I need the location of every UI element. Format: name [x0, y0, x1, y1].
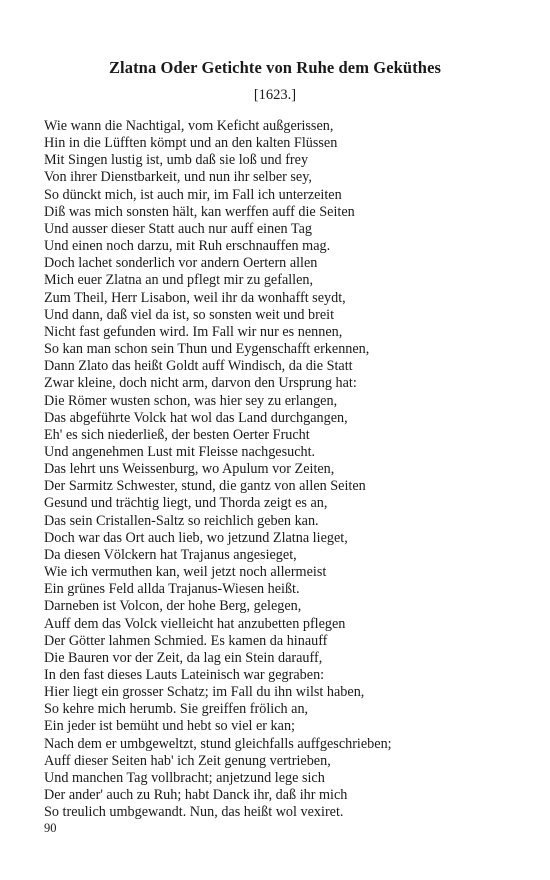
poem-year: [1623.] — [253, 87, 297, 103]
poem-line: Mit Singen lustig ist, umb daß sie loß und frey — [44, 152, 309, 169]
poem-line: Nach dem er umbgeweltzt, stund gleichfalls auffgeschrieben; — [44, 735, 392, 752]
poem-line: Zwar kleine, doch nicht arm, darvon den Ursprung hat: — [44, 375, 357, 392]
poem-line: Hin in die Lüfften kömpt und an den kalten Flüssen — [44, 135, 338, 152]
poem-line: So kehre mich herumb. Sie greiffen frölich an, — [44, 701, 309, 718]
poem-line: Doch lachet sonderlich vor andern Oertern allen — [44, 255, 318, 272]
poem-line: Wie ich vermuthen kan, weil jetzt noch allermeist — [44, 564, 327, 581]
poem-line: Von ihrer Dienstbarkeit, und nun ihr selber sey, — [44, 169, 312, 186]
poem-line: Darneben ist Volcon, der hohe Berg, gelegen, — [44, 598, 302, 615]
poem-line: Und ausser dieser Statt auch nur auff einen Tag — [44, 220, 312, 237]
poem-line: Diß was mich sonsten hält, kan werffen auff die Seiten — [44, 203, 355, 220]
poem-line: So treulich umbgewandt. Nun, das heißt wol vexiret. — [44, 804, 344, 821]
poem-line: Ein grünes Feld allda Trajanus-Wiesen heißt. — [44, 581, 300, 598]
poem-line: Da diesen Völckern hat Trajanus angesieget, — [44, 546, 297, 563]
poem-line: Und dann, daß viel da ist, so sonsten weit und breit — [44, 306, 335, 323]
poem-line: Dann Zlato das heißt Goldt auff Windisch, da die Statt — [44, 358, 353, 375]
poem-line: Und einen noch darzu, mit Ruh erschnauffen mag. — [44, 238, 331, 255]
poem-line: Hier liegt ein grosser Schatz; im Fall du ihn wilst haben, — [44, 684, 365, 701]
poem-line: Der ander' auch zu Ruh; habt Danck ihr, daß ihr mich — [44, 787, 348, 804]
poem-line: Die Bauren vor der Zeit, da lag ein Stein darauff, — [44, 649, 323, 666]
poem-line: Auff dieser Seiten hab' ich Zeit genung vertrieben, — [44, 752, 331, 769]
poem-line: Und angenehmen Lust mit Fleisse nachgesucht. — [44, 443, 316, 460]
poem-line: Das abgeführte Volck hat wol das Land durchgangen, — [44, 409, 348, 426]
poem-line: Das lehrt uns Weissenburg, wo Apulum vor Zeiten, — [44, 461, 335, 478]
poem-body — [44, 118, 514, 821]
poem-title: Zlatna Oder Getichte von Ruhe dem Geküthes — [108, 58, 442, 77]
poem-line: So kan man schon sein Thun und Eygenschafft erkennen, — [44, 341, 370, 358]
poem-line: Ein jeder ist bemüht und hebt so viel er kan; — [44, 718, 295, 735]
poem-line: Zum Theil, Herr Lisabon, weil ihr da wonhafft seydt, — [44, 289, 346, 306]
poem-line: Die Römer wusten schon, was hier sey zu erlangen, — [44, 392, 338, 409]
poem-line: Gesund und trächtig liegt, und Thorda zeigt es an, — [44, 495, 328, 512]
poem-line: Das sein Cristallen-Saltz so reichlich geben kan. — [44, 512, 319, 529]
poem-line: So dünckt mich, ist auch mir, im Fall ich unterzeiten — [44, 186, 342, 203]
poem-line: Und manchen Tag vollbracht; anjetzund lege sich — [44, 769, 325, 786]
poem-line: Doch war das Ort auch lieb, wo jetzund Zlatna lieget, — [44, 529, 348, 546]
page-number: 90 — [44, 821, 57, 835]
poem-line: Eh' es sich niederließ, der besten Oerter Frucht — [44, 426, 310, 443]
poem-line: Mich euer Zlatna an und pflegt mir zu gefallen, — [44, 272, 314, 289]
poem-line: Der Götter lahmen Schmied. Es kamen da hinauff — [44, 632, 328, 649]
poem-line: Wie wann die Nachtigal, vom Keficht außgerissen, — [44, 118, 334, 134]
poem-line: Der Sarmitz Schwester, stund, die gantz von allen Seiten — [44, 478, 366, 495]
poem-line: Nicht fast gefunden wird. Im Fall wir nur es nennen, — [44, 323, 343, 340]
poem-line: Auff dem das Volck vielleicht hat anzubetten pflegen — [44, 615, 346, 632]
poem-line: In den fast dieses Lauts Lateinisch war gegraben: — [44, 667, 325, 683]
